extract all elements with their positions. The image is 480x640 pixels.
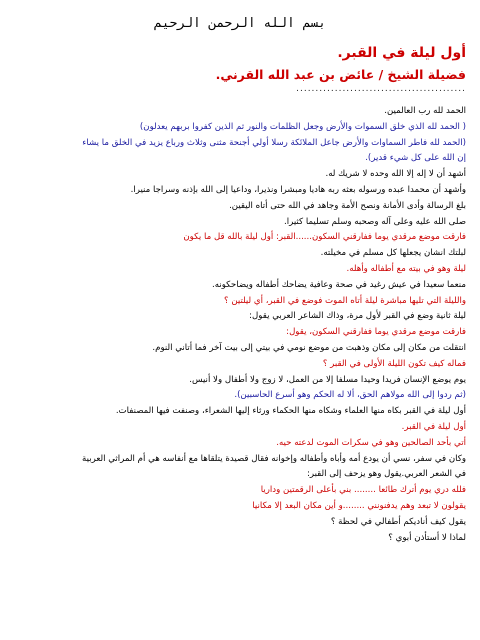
text-line: يقول كيف أناديكم أطفالي في لحظة ؟ [330,516,466,527]
text-line: أتي بأحد الصالحين وهو في سكرات الموت لدعته حيه. [276,437,466,448]
text-line: (الحمد لله فاطر السماوات والأرض جاعل الملائكة رسلا أولي أجنحة مثنى وثلاث ورباع يزيد في الخلق ما يشاء [82,137,466,148]
text-line: أول ليلة في القبر بكاه منها العلماء وشكاه منها الحكماء ورثاء إليها الشعراء، وصنفت فيها المصنفات. [115,406,466,417]
document-title: أول ليلة في القبر. [337,45,466,61]
dotted-separator: ............................................ [296,84,466,94]
text-line: بلغ الرسالة وأدى الأمانة ونصح الأمة وجاهد في الله حتى أتاه اليقين. [229,200,466,211]
text-line: أشهد أن لا إله إلا الله وحده لا شريك له. [325,169,466,180]
text-line: ليلة وهو في بيته مع أطفاله وأهله. [346,263,466,274]
text-line: والليلة التي تليها مباشرة ليلة أتاه الموت فوضع في القبر، أي ليلتين ؟ [224,295,466,306]
text-line: لبلتك انشان يجعلها كل مسلم في مخيلته. [320,248,466,259]
text-line: يقولون لا تبعد وهم يدفنونني ........و أين مكان البعد إلا مكانيا [252,500,466,511]
text-line: وأشهد أن محمدا عبده ورسوله بعثه ربه هاديا ومبشرا ونذيرا، وداعيا إلى الله بإذنه وسراجا منيرا. [130,184,466,195]
text-line: ليلة ثانية وضع في القبر لأول مرة، وذاك الشاعر العربي يقول: [249,311,466,322]
text-line: (ثم ردوا إلى الله مولاهم الحق، ألا له الحكم وهو أسرع الحاسبين). [234,390,466,401]
text-line: انتقلت من مكان إلى مكان وذهبت من موضع نومي في بيتي إلى بيت آخر فما أتاني النوم. [152,342,466,353]
text-line: فارقت موضع مرقدي يوما ففارقني السكون......القبر: أول ليلة بالله قل ما يكون [183,232,466,243]
basmala-heading: بسم الله الرحمن الرحيم [153,16,327,31]
text-line: في الشعر العربي.يقول وهو يزحف إلى القبر: [306,469,466,480]
text-line: صلى الله عليه وعلى آله وصحبه وسلم تسليما كثيرا. [283,216,466,227]
text-line: أول ليلة في القبر. [401,421,466,432]
text-line: فلله دري يوم أترك طائعا ........ بني بأعلى الرقمتين وداريا [260,485,466,496]
text-line: يوم يوضع الإنسان فريدا وحيدا مسلفا إلا من العمل، لا زوج ولا أطفال ولا أنيس. [189,374,466,385]
text-line: فماله كيف تكون الليلة الأولى في القبر ؟ [322,358,466,369]
author-line: فضيلة الشيخ / عائض بن عبد الله القرني. [215,67,466,82]
text-line: ( الحمد لله الذي خلق السموات والأرض وجعل الظلمات والنور ثم الذين كفروا بربهم يعدلون) [139,121,466,132]
text-line: الحمد لله رب العالمين. [384,106,466,116]
document-body [14,104,466,546]
text-line: وكان في سفر، نسي أن يودع أمه وأباه وأطفاله وإخوانه فقال قصيدة يتلقاها مع أنفاسه هي أم المراثي العربية [82,453,466,464]
text-line: فارقت موضع مرقدي يوما ففارقني السكون، يقول: [286,327,466,338]
text-line: لماذا لا أستأذن أبوي ؟ [388,532,466,543]
text-line: منعما سعيدا في عيش رغيد في صحة وعافية يضاحك أطفاله ويضاحكونه. [212,279,466,290]
text-line: إن الله على كل شيء قدير). [365,153,466,164]
